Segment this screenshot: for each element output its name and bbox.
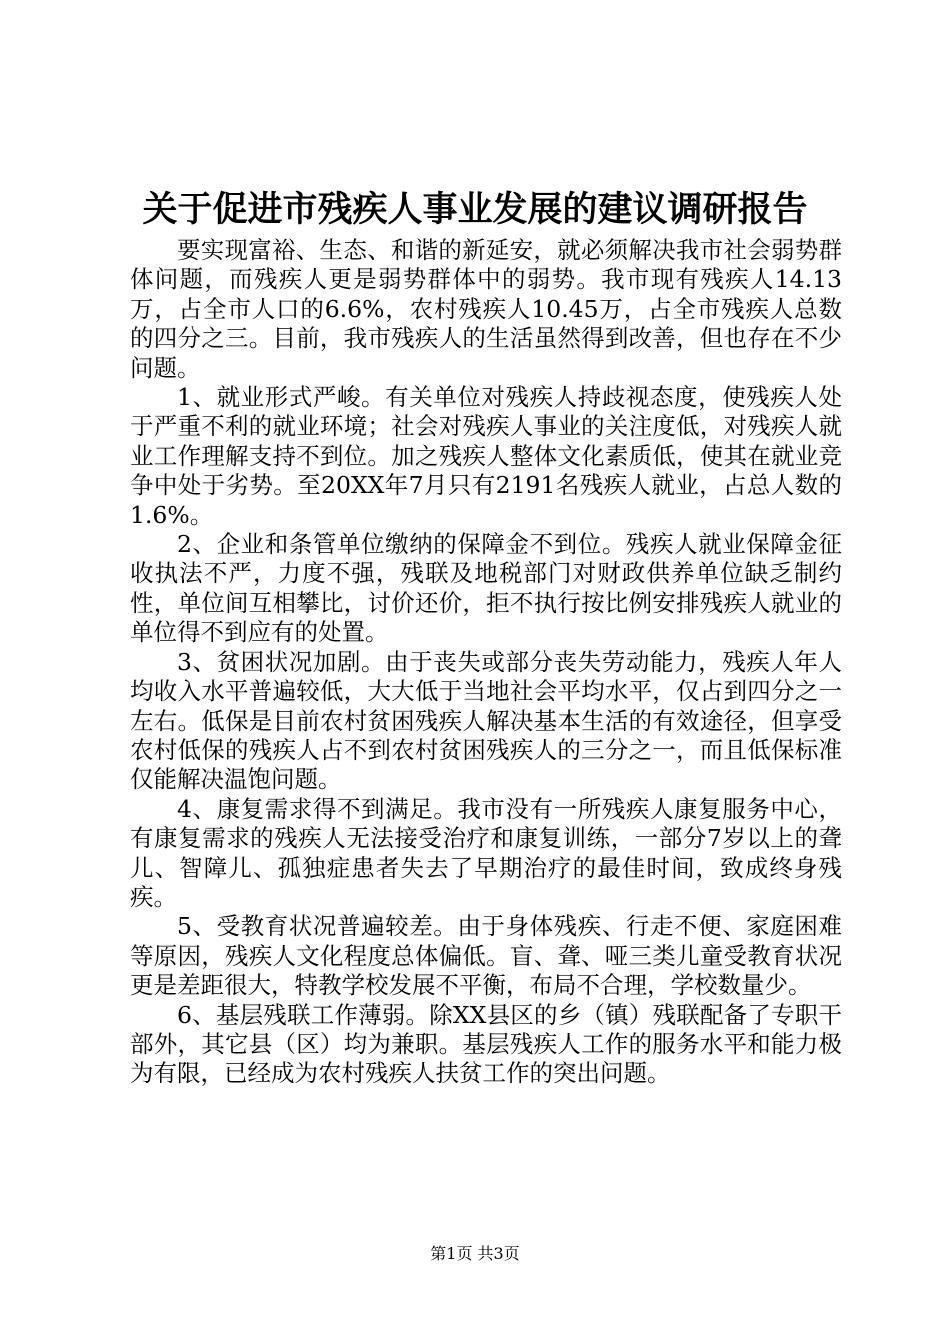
document-title: 关于促进市残疾人事业发展的建议调研报告 xyxy=(142,189,808,230)
page-footer: 第1页 共3页 xyxy=(430,1244,520,1263)
paragraph-grassroots: 6、基层残联工作薄弱。除XX县区的乡（镇）残联配备了专职干部外，其它县（区）均为兼职。基层残疾人工作的服务水平和能力极为有限，已经成为农村残疾人扶贫工作的突出问题。 xyxy=(130,1000,842,1088)
paragraph-poverty: 3、贫困状况加剧。由于丧失或部分丧失劳动能力，残疾人年人均收入水平普遍较低，大大低于当地社会平均水平，仅占到四分之一左右。低保是目前农村贫困残疾人解决基本生活的有效途径，但享受农村低保的残疾人占不到农村贫困残疾人的三分之一，而且低保标准仅能解决温饱问题。 xyxy=(130,647,842,794)
paragraph-rehabilitation: 4、康复需求得不到满足。我市没有一所残疾人康复服务中心，有康复需求的残疾人无法接受治疗和康复训练，一部分7岁以上的聋儿、智障儿、孤独症患者失去了早期治疗的最佳时间，致成终身残疾。 xyxy=(130,794,842,911)
document-body xyxy=(130,236,842,1089)
paragraph-education: 5、受教育状况普遍较差。由于身体残疾、行走不便、家庭困难等原因，残疾人文化程度总体偏低。盲、聋、哑三类儿童受教育状况更是差距很大，特教学校发展不平衡，布局不合理，学校数量少。 xyxy=(130,912,842,1000)
paragraph-intro: 要实现富裕、生态、和谐的新延安，就必须解决我市社会弱势群体问题，而残疾人更是弱势群体中的弱势。我市现有残疾人14.13万，占全市人口的6.6%，农村残疾人10.45万，占全市残疾人总数的四分之三。目前，我市残疾人的生活虽然得到改善，但也存在不少问题。 xyxy=(130,236,842,382)
paragraph-employment: 1、就业形式严峻。有关单位对残疾人持歧视态度，使残疾人处于严重不利的就业环境；社会对残疾人事业的关注度低，对残疾人就业工作理解支持不到位。加之残疾人整体文化素质低，使其在就业竞争中处于劣势。至20XX年7月只有2191名残疾人就业，占总人数的1.6%。 xyxy=(130,383,842,529)
paragraph-security-fund: 2、企业和条管单位缴纳的保障金不到位。残疾人就业保障金征收执法不严，力度不强，残联及地税部门对财政供养单位缺乏制约性，单位间互相攀比，讨价还价，拒不执行按比例安排残疾人就业的单位得不到应有的处置。 xyxy=(130,530,842,647)
